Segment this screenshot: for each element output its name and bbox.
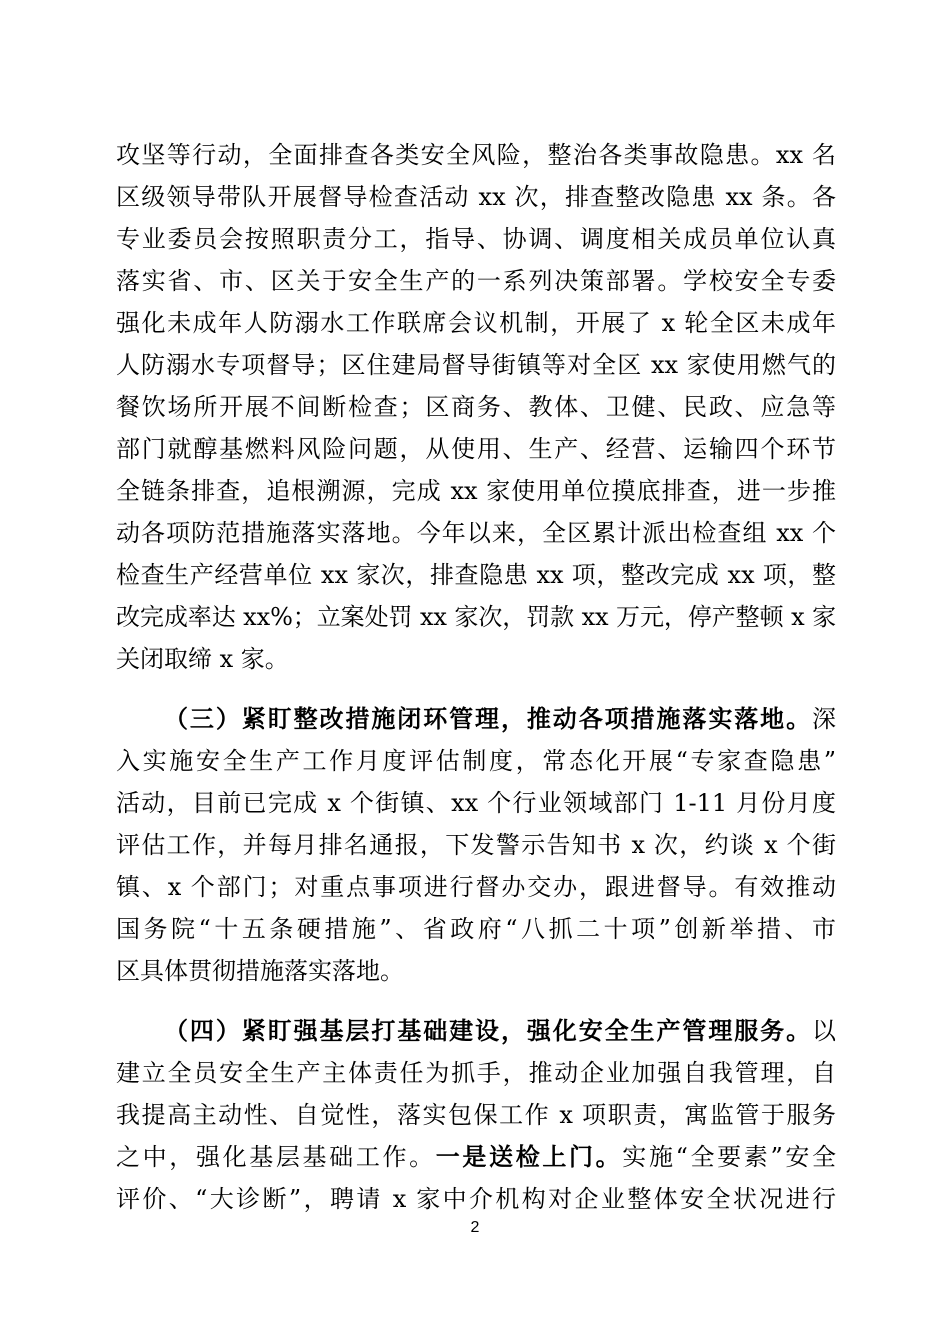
body-line: 人防溺水专项督导；区住建局督导街镇等对全区 xx 家使用燃气的: [116, 351, 836, 379]
body-line: 关闭取缔 x 家。: [116, 645, 289, 673]
section-3-heading: （三）紧盯整改措施闭环管理，推动各项措施落实落地。: [164, 704, 812, 733]
body-line: 攻坚等行动，全面排查各类安全风险，整治各类事故隐患。xx 名: [116, 141, 836, 169]
page-number: 2: [470, 1219, 480, 1236]
section-4-text-before-bold: 之中，强化基层基础工作。: [116, 1143, 436, 1171]
body-line: 强化未成年人防溺水工作联席会议机制，开展了 x 轮全区未成年: [116, 309, 836, 337]
section-3-line: 国务院“十五条硬措施”、省政府“八抓二十项”创新举措、市: [116, 915, 836, 943]
section-3-line: 评估工作，并每月排名通报，下发警示告知书 x 次，约谈 x 个街: [116, 831, 836, 859]
body-line: 专业委员会按照职责分工，指导、协调、调度相关成员单位认真: [116, 225, 836, 253]
body-line: 落实省、市、区关于安全生产的一系列决策部署。学校安全专委: [116, 267, 836, 295]
section-4-line: 建立全员安全生产主体责任为抓手，推动企业加强自我管理，自: [116, 1059, 836, 1087]
section-4-first-line: [164, 1011, 836, 1051]
section-3-line: 镇、x 个部门；对重点事项进行督办交办，跟进督导。有效推动: [116, 873, 836, 901]
body-line: 改完成率达 xx%；立案处罚 xx 家次，罚款 xx 万元，停产整顿 x 家: [116, 603, 836, 631]
section-4-line: 我提高主动性、自觉性，落实包保工作 x 项职责，寓监管于服务: [116, 1101, 836, 1129]
body-line: 餐饮场所开展不间断检查；区商务、教体、卫健、民政、应急等: [116, 393, 836, 421]
body-line: 部门就醇基燃料风险问题，从使用、生产、经营、运输四个环节: [116, 435, 836, 463]
section-4-first-tail: 以: [812, 1017, 836, 1045]
section-3-first-tail: 深: [812, 705, 836, 733]
section-4-line-with-bold: [116, 1137, 836, 1177]
body-line: 全链条排查，追根溯源，完成 xx 家使用单位摸底排查，进一步推: [116, 477, 836, 505]
section-3-line: 区具体贯彻措施落实落地。: [116, 957, 404, 985]
body-line: 检查生产经营单位 xx 家次，排查隐患 xx 项，整改完成 xx 项，整: [116, 561, 836, 589]
section-4-text-after-bold: 实施“全要素”安全: [622, 1143, 837, 1171]
section-4-heading: （四）紧盯强基层打基础建设，强化安全生产管理服务。: [164, 1016, 812, 1045]
section-3-first-line: [164, 699, 836, 739]
section-4-line: 评价、“大诊断”，聘请 x 家中介机构对企业整体安全状况进行: [116, 1185, 836, 1213]
body-line: 区级领导带队开展督导检查活动 xx 次，排查整改隐患 xx 条。各: [116, 183, 836, 211]
section-3-line: 活动，目前已完成 x 个街镇、xx 个行业领域部门 1-11 月份月度: [116, 789, 836, 817]
body-line: 动各项防范措施落实落地。今年以来，全区累计派出检查组 xx 个: [116, 519, 836, 547]
section-4-bold-phrase: 一是送检上门。: [435, 1142, 623, 1171]
section-3-line: 入实施安全生产工作月度评估制度，常态化开展“专家查隐患”: [116, 747, 836, 775]
